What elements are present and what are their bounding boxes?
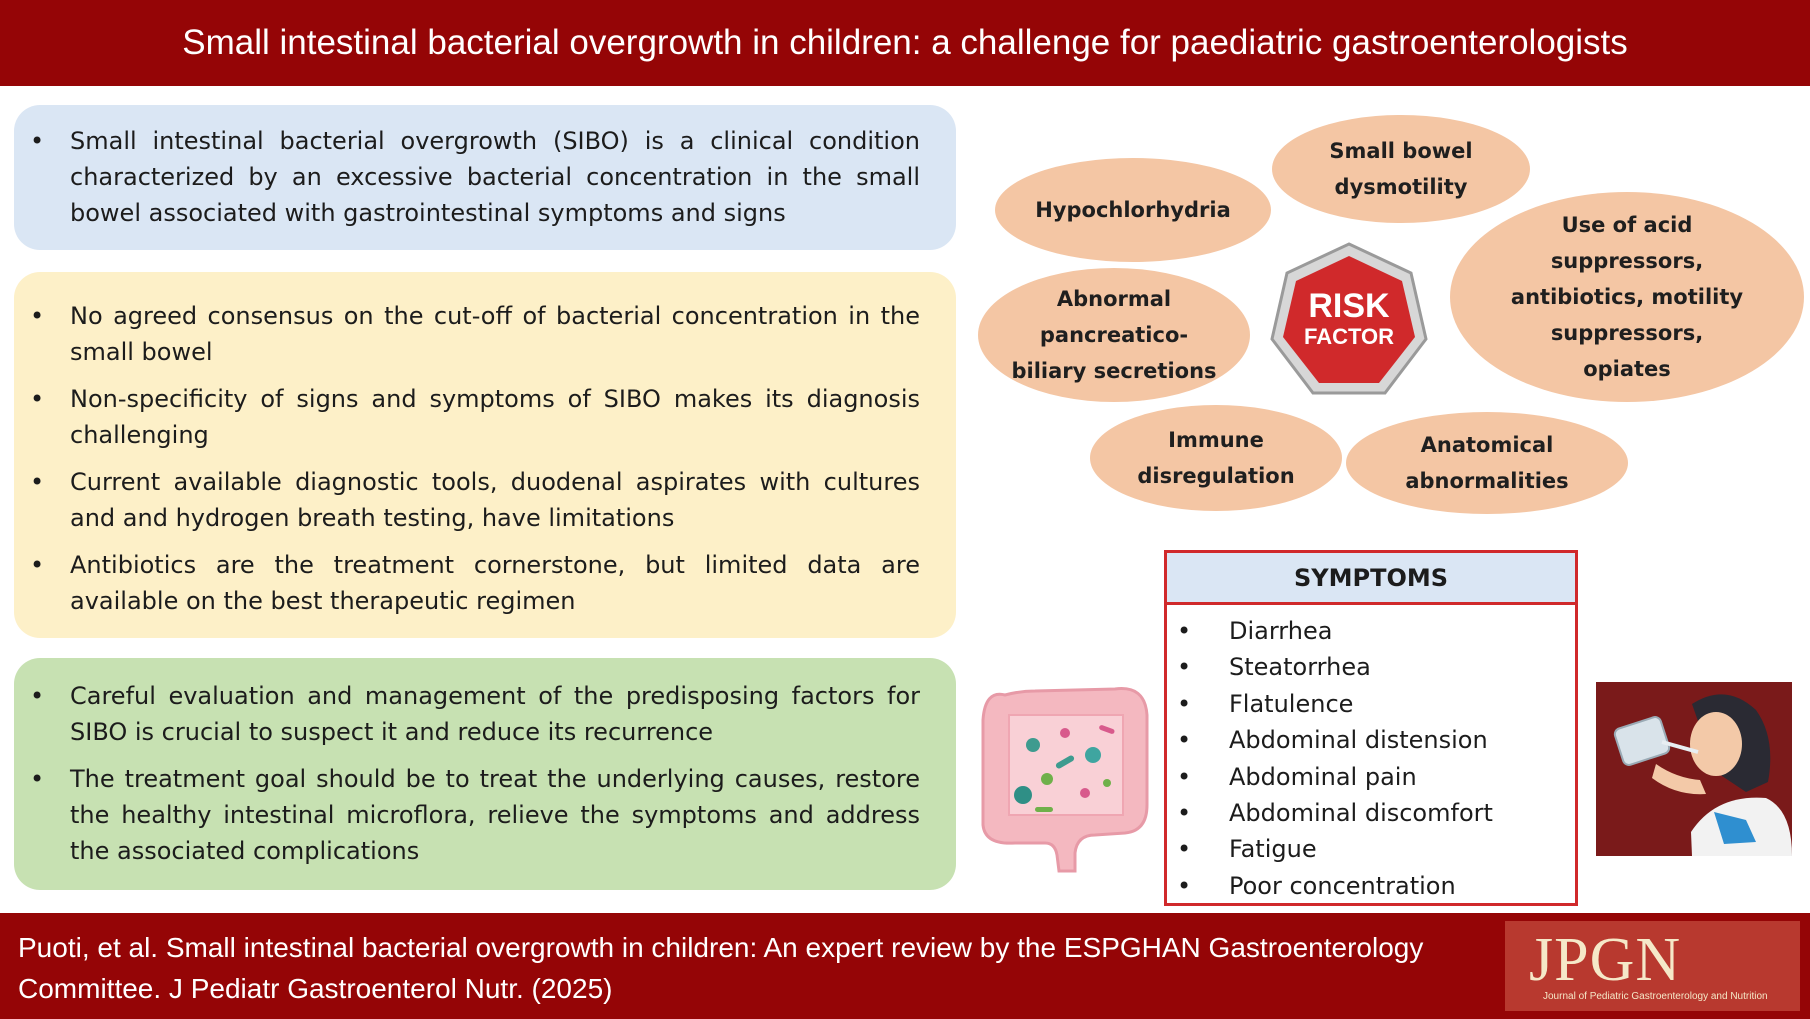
risk-secretions: Abnormal pancreatico-biliary secretions — [978, 268, 1250, 402]
symptom-item: • Steatorrhea — [1167, 649, 1575, 685]
management-item: • The treatment goal should be to treat the underlying causes, restore the healthy intestinal microflora, relieve the symptoms and address the associated complications — [70, 761, 920, 869]
symptom-item: • Abdominal distension — [1167, 722, 1575, 758]
challenge-item: • Antibiotics are the treatment cornerstone, but limited data are available on the best therapeutic regimen — [70, 547, 920, 619]
journal-logo-text: JPGN — [1529, 926, 1682, 994]
risk-badge-line2: FACTOR — [1303, 324, 1395, 349]
journal-logo-subtitle: Journal of Pediatric Gastroenterology and Nutrition — [1543, 991, 1768, 1002]
citation-text: Puoti, et al. Small intestinal bacterial overgrowth in children: An expert review by the ESPGHAN Gastroenterology Committee. J Pediatr Gastroenterol Nutr. (2025) — [18, 932, 1424, 1004]
symptoms-title: SYMPTOMS — [1167, 553, 1575, 605]
definition-item: • Small intestinal bacterial overgrowth (SIBO) is a clinical condition characterized by an excessive bacterial concentration in the small bowel associated with gastrointestinal symptoms and signs — [70, 123, 920, 231]
challenge-item: • Non-specificity of signs and symptoms of SIBO makes its diagnosis challenging — [70, 381, 920, 453]
risk-medications: Use of acid suppressors, antibiotics, motility suppressors, opiates — [1450, 192, 1804, 402]
symptoms-panel — [1164, 550, 1578, 906]
risk-badge-line1: RISK — [1308, 287, 1390, 325]
symptom-item: • Poor concentration — [1167, 868, 1575, 904]
symptom-item: • Fatigue — [1167, 831, 1575, 867]
risk-dysmotility: Small bowel dysmotility — [1272, 115, 1530, 223]
symptom-item: • Abdominal pain — [1167, 759, 1575, 795]
symptom-item: • Diarrhea — [1167, 613, 1575, 649]
management-panel — [14, 658, 956, 890]
challenge-item: • Current available diagnostic tools, duodenal aspirates with cultures and and hydrogen breath testing, have limitations — [70, 464, 920, 536]
challenges-panel — [14, 272, 956, 638]
risk-anatomical: Anatomical abnormalities — [1346, 412, 1628, 514]
journal-logo — [1505, 921, 1800, 1011]
risk-hypochlorhydria: Hypochlorhydria — [995, 158, 1271, 262]
page-title: Small intestinal bacterial overgrowth in children: a challenge for paediatric gastroenterologists — [0, 0, 1810, 86]
stop-sign-icon — [1268, 240, 1430, 402]
intestine-illustration — [975, 675, 1153, 875]
definition-panel — [14, 105, 956, 250]
challenge-item: • No agreed consensus on the cut-off of bacterial concentration in the small bowel — [70, 298, 920, 370]
risk-immune: Immune disregulation — [1090, 405, 1342, 511]
breath-test-illustration — [1596, 682, 1792, 856]
symptom-item: • Flatulence — [1167, 686, 1575, 722]
symptom-item: • Abdominal discomfort — [1167, 795, 1575, 831]
management-item: • Careful evaluation and management of the predisposing factors for SIBO is crucial to suspect it and reduce its recurrence — [70, 678, 920, 750]
footer — [0, 913, 1810, 1019]
